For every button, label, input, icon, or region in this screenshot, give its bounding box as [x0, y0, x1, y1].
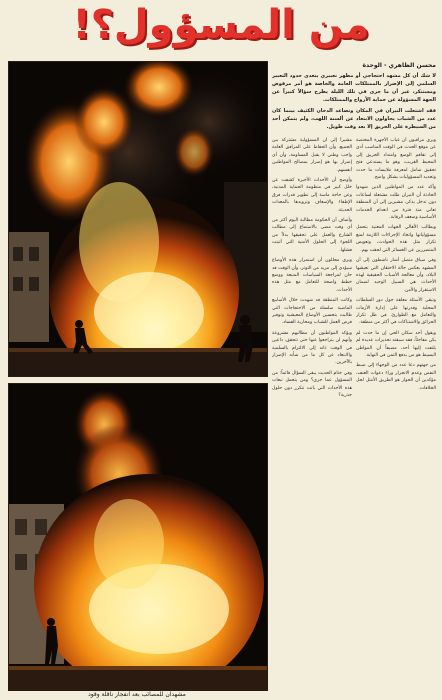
article-body [272, 137, 436, 402]
headline: من المسؤول؟! [72, 2, 370, 48]
body-column-left [272, 137, 352, 402]
article-column [272, 61, 436, 693]
body-paragraph: وفي سياق متصل أشار ناشطون إلى أن المشهد يعكس حالة الاحتقان التي تعيشها البلاد، وأن معالجة الأسباب الحقيقية لهذه الأحداث هي السبيل الوحيد لضمان الاستقرار والأمن. [356, 258, 436, 293]
body-column-right [356, 137, 436, 402]
article-lead [272, 72, 436, 131]
lead-paragraph: فقد اشتعلت النيران في المكان وتصاعد الدخان الكثيف بينما كان عدد من الشباب يحاولون الابتعاد عن ألسنة اللهب، ولم يتمكن أحد من السيطرة على الحريق إلا بعد وقت طويل. [272, 108, 436, 130]
body-paragraph: ويؤكد المواطنون أن مطالبهم مشروعة وأنهم لن يتراجعوا عنها حتى تتحقق، داعين في الوقت ذاته إلى الالتزام بالسلمية والابتعاد عن كل ما من شأنه الإضرار بالآخرين. [272, 330, 352, 366]
photo-top [8, 61, 268, 377]
body-paragraph: من جهتهم دعا عدد من الوجهاء إلى ضبط النفس وعدم الانجرار وراء دعوات العنف، مؤكدين أن الحوار هو الطريق الأمثل لحل الخلافات. [356, 363, 436, 391]
byline: محسن الظاهري - الوحدة [362, 62, 436, 69]
body-paragraph: وفي ختام الحديث يبقى السؤال قائماً: من المسؤول عما جرى؟ ومن يتحمل تبعات هذه الأحداث التي باتت تتكرر دون حلول جذرية؟ [272, 370, 352, 398]
body-paragraph: وتبقى الأسئلة معلقة حول دور السلطات المحلية وقدرتها على إدارة الأزمات والتعامل مع الطوارئ، في ظل تكرار الحرائق والاشتباكات في أكثر من منطقة. [356, 298, 436, 326]
photo-bottom [8, 383, 268, 691]
photo-caption: مشهدان للمصائب بعد انفجار ناقلة وقود [88, 691, 186, 698]
body-paragraph: مشيراً إلى أن المسؤولية مشتركة بين الجميع، وأن الحفاظ على المرافق العامة واجب وطني لا يقبل المساومة، وأن أي إضرار بها هو إضرار بمصالح المواطنين أنفسهم. [272, 138, 352, 173]
body-paragraph: وأضاف أن الحكومة مطالبة اليوم أكثر من أي وقت مضى بالاستماع إلى مطالب الشارع والعمل على تحقيقها بدلاً من اللجوء إلى الحلول الأمنية التي أثبتت فشلها. [272, 218, 352, 253]
fire-photo-bottom [9, 384, 267, 690]
body-paragraph: وكانت المنطقة قد شهدت خلال الأسابيع الماضية سلسلة من الاحتجاجات التي طالبت بتحسين الأوضاع المعيشية وتوفير فرص العمل للشباب ومحاربة الفساد. [272, 298, 352, 326]
body-paragraph: ويرى مراقبون أن غياب الأجهزة المختصة عن موقع الحدث في الوقت المناسب أدى إلى تفاقم الوضع وامتداد الحريق إلى المحيط القريب، وهو ما يستدعي فتح تحقيق شامل لمعرفة ملابسات ما حدث وتحديد المسؤوليات بشكل واضح. [356, 138, 436, 181]
body-paragraph: ويقول أحد سكان الحي إن ما حدث لم يكن مفاجئاً، فقد سبقته تحذيرات عديدة لم يلتفت إليها أحد، مضيفاً أن المواطن البسيط هو من يدفع الثمن في النهاية. [356, 330, 436, 358]
body-paragraph: وأكد عدد من المواطنين الذين شهدوا الحادثة أن النيران ظلت مشتعلة لساعات دون تدخل يذكر، مشيرين إلى أن المنطقة تعاني منذ فترة من انعدام الخدمات الأساسية وضعف الرقابة. [356, 185, 436, 221]
body-paragraph: وأوضح أن الأحداث الأخيرة كشفت عن خلل كبير في منظومة الحماية المدنية، وعن حاجة ماسة إلى تطوير قدرات فرق الإطفاء والإسعاف وتزويدها بالمعدات الحديثة. [272, 178, 352, 213]
fire-photo-top [9, 62, 267, 376]
body-paragraph: ويطالب الأهالي الجهات المعنية بتحمل مسؤولياتها واتخاذ الإجراءات اللازمة لمنع تكرار مثل هذه الحوادث، وتعويض المتضررين عن الخسائر التي لحقت بهم. [356, 225, 436, 253]
lead-paragraph: لا شك أن كل مشهد احتجاجي أو مظهر تعبيري يتعدى حدود التعبير السلمي إلى الإضرار بالممتلكات العامة والخاصة هو أمر مرفوض ومستنكر، غير أن ما جرى في تلك الليلة يطرح سؤالاً كبيراً عن الجهة المسؤولة عن حماية الأرواح والممتلكات. [272, 73, 436, 103]
body-paragraph: ويرى محللون أن استمرار هذه الأوضاع سيؤدي إلى مزيد من التوتر، وأن الوقت قد حان لمراجعة السياسات المتبعة ووضع خطط واضحة للتعامل مع مثل هذه الأحداث. [272, 258, 352, 293]
